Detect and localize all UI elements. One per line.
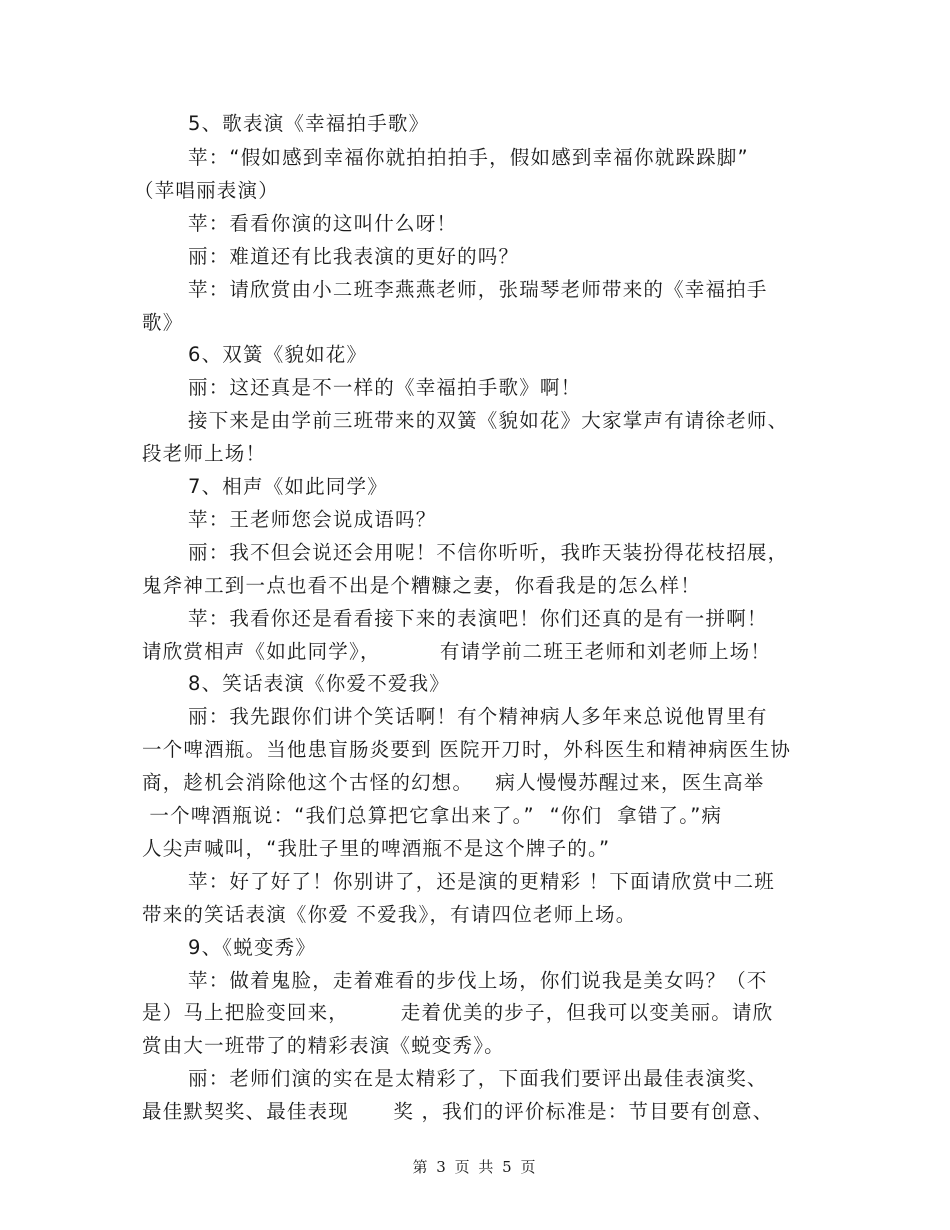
text-line: 苹：好了好了！你别讲了，还是演的更精彩 ！下面请欣赏中二班	[188, 870, 775, 893]
text-line: 人尖声喊叫，“我肚子里的啤酒瓶不是这个牌子的。”	[142, 837, 611, 860]
text-line: 最佳默契奖、最佳表现 奖 ，我们的评价标准是：节目要有创意、	[142, 1100, 774, 1123]
text-line: 一个啤酒瓶。当他患盲肠炎要到 医院开刀时，外科医生和精神病医生协	[142, 738, 792, 761]
text-line: 8、笑话表演《你爱不爱我》	[188, 672, 451, 695]
text-line: 苹：王老师您会说成语吗？	[188, 508, 437, 531]
text-line: 请欣赏相声《如此同学》， 有请学前二班王老师和刘老师上场！	[142, 640, 772, 663]
text-line: 鬼斧神工到一点也看不出是个糟糠之妻，你看我是的怎么样！	[142, 574, 701, 597]
text-line: 商，趁机会消除他这个古怪的幻想。 病人慢慢苏醒过来，医生高举	[142, 771, 765, 794]
page-footer: 第 3 页 共 5 页	[412, 1158, 538, 1176]
text-line: 带来的笑话表演《你爱 不爱我》，有请四位老师上场。	[142, 903, 637, 926]
text-line: 苹：请欣赏由小二班李燕燕老师，张瑞琴老师带来的《幸福拍手	[188, 278, 768, 301]
text-line: 5、歌表演《幸福拍手歌》	[188, 112, 430, 135]
text-line: 6、双簧《貌如花》	[188, 343, 368, 366]
text-line: 丽：我先跟你们讲个笑话啊！有个精神病人多年来总说他胃里有	[188, 705, 768, 728]
text-line: 苹：做着鬼脸，走着难看的步伐上场，你们说我是美女吗？（不	[188, 969, 768, 992]
text-line: 段老师上场！	[142, 442, 267, 465]
text-line: 9、《蜕变秀》	[188, 936, 317, 959]
text-line: 接下来是由学前三班带来的双簧《貌如花》大家掌声有请徐老师、	[188, 409, 789, 432]
text-line: 苹：看看你演的这叫什么呀！	[188, 212, 458, 235]
text-line: 丽：老师们演的实在是太精彩了，下面我们要评出最佳表演奖、	[188, 1067, 768, 1090]
text-line: （苹唱丽表演）	[134, 179, 279, 202]
text-line: 丽：这还真是不一样的《幸福拍手歌》啊！	[188, 376, 582, 399]
text-line: 苹：“假如感到幸福你就拍拍拍手，假如感到幸福你就跺跺脚”	[188, 146, 749, 169]
text-line: 苹：我看你还是看看接下来的表演吧！你们还真的是有一拼啊！	[188, 607, 768, 630]
text-line: 丽：我不但会说还会用呢！不信你听听，我昨天装扮得花枝招展，	[188, 541, 789, 564]
text-line: 歌》	[142, 311, 184, 334]
text-line: 丽：难道还有比我表演的更好的吗？	[188, 245, 520, 268]
text-line: 是）马上把脸变回来， 走着优美的步子，但我可以变美丽。请欣	[142, 1001, 774, 1024]
text-line: 7、相声《如此同学》	[188, 475, 388, 498]
text-line: 一个啤酒瓶说：“我们总算把它拿出来了。” “你们 拿错了。”病	[142, 804, 723, 827]
text-line: 赏由大一班带了的精彩表演《蜕变秀》。	[142, 1034, 505, 1057]
